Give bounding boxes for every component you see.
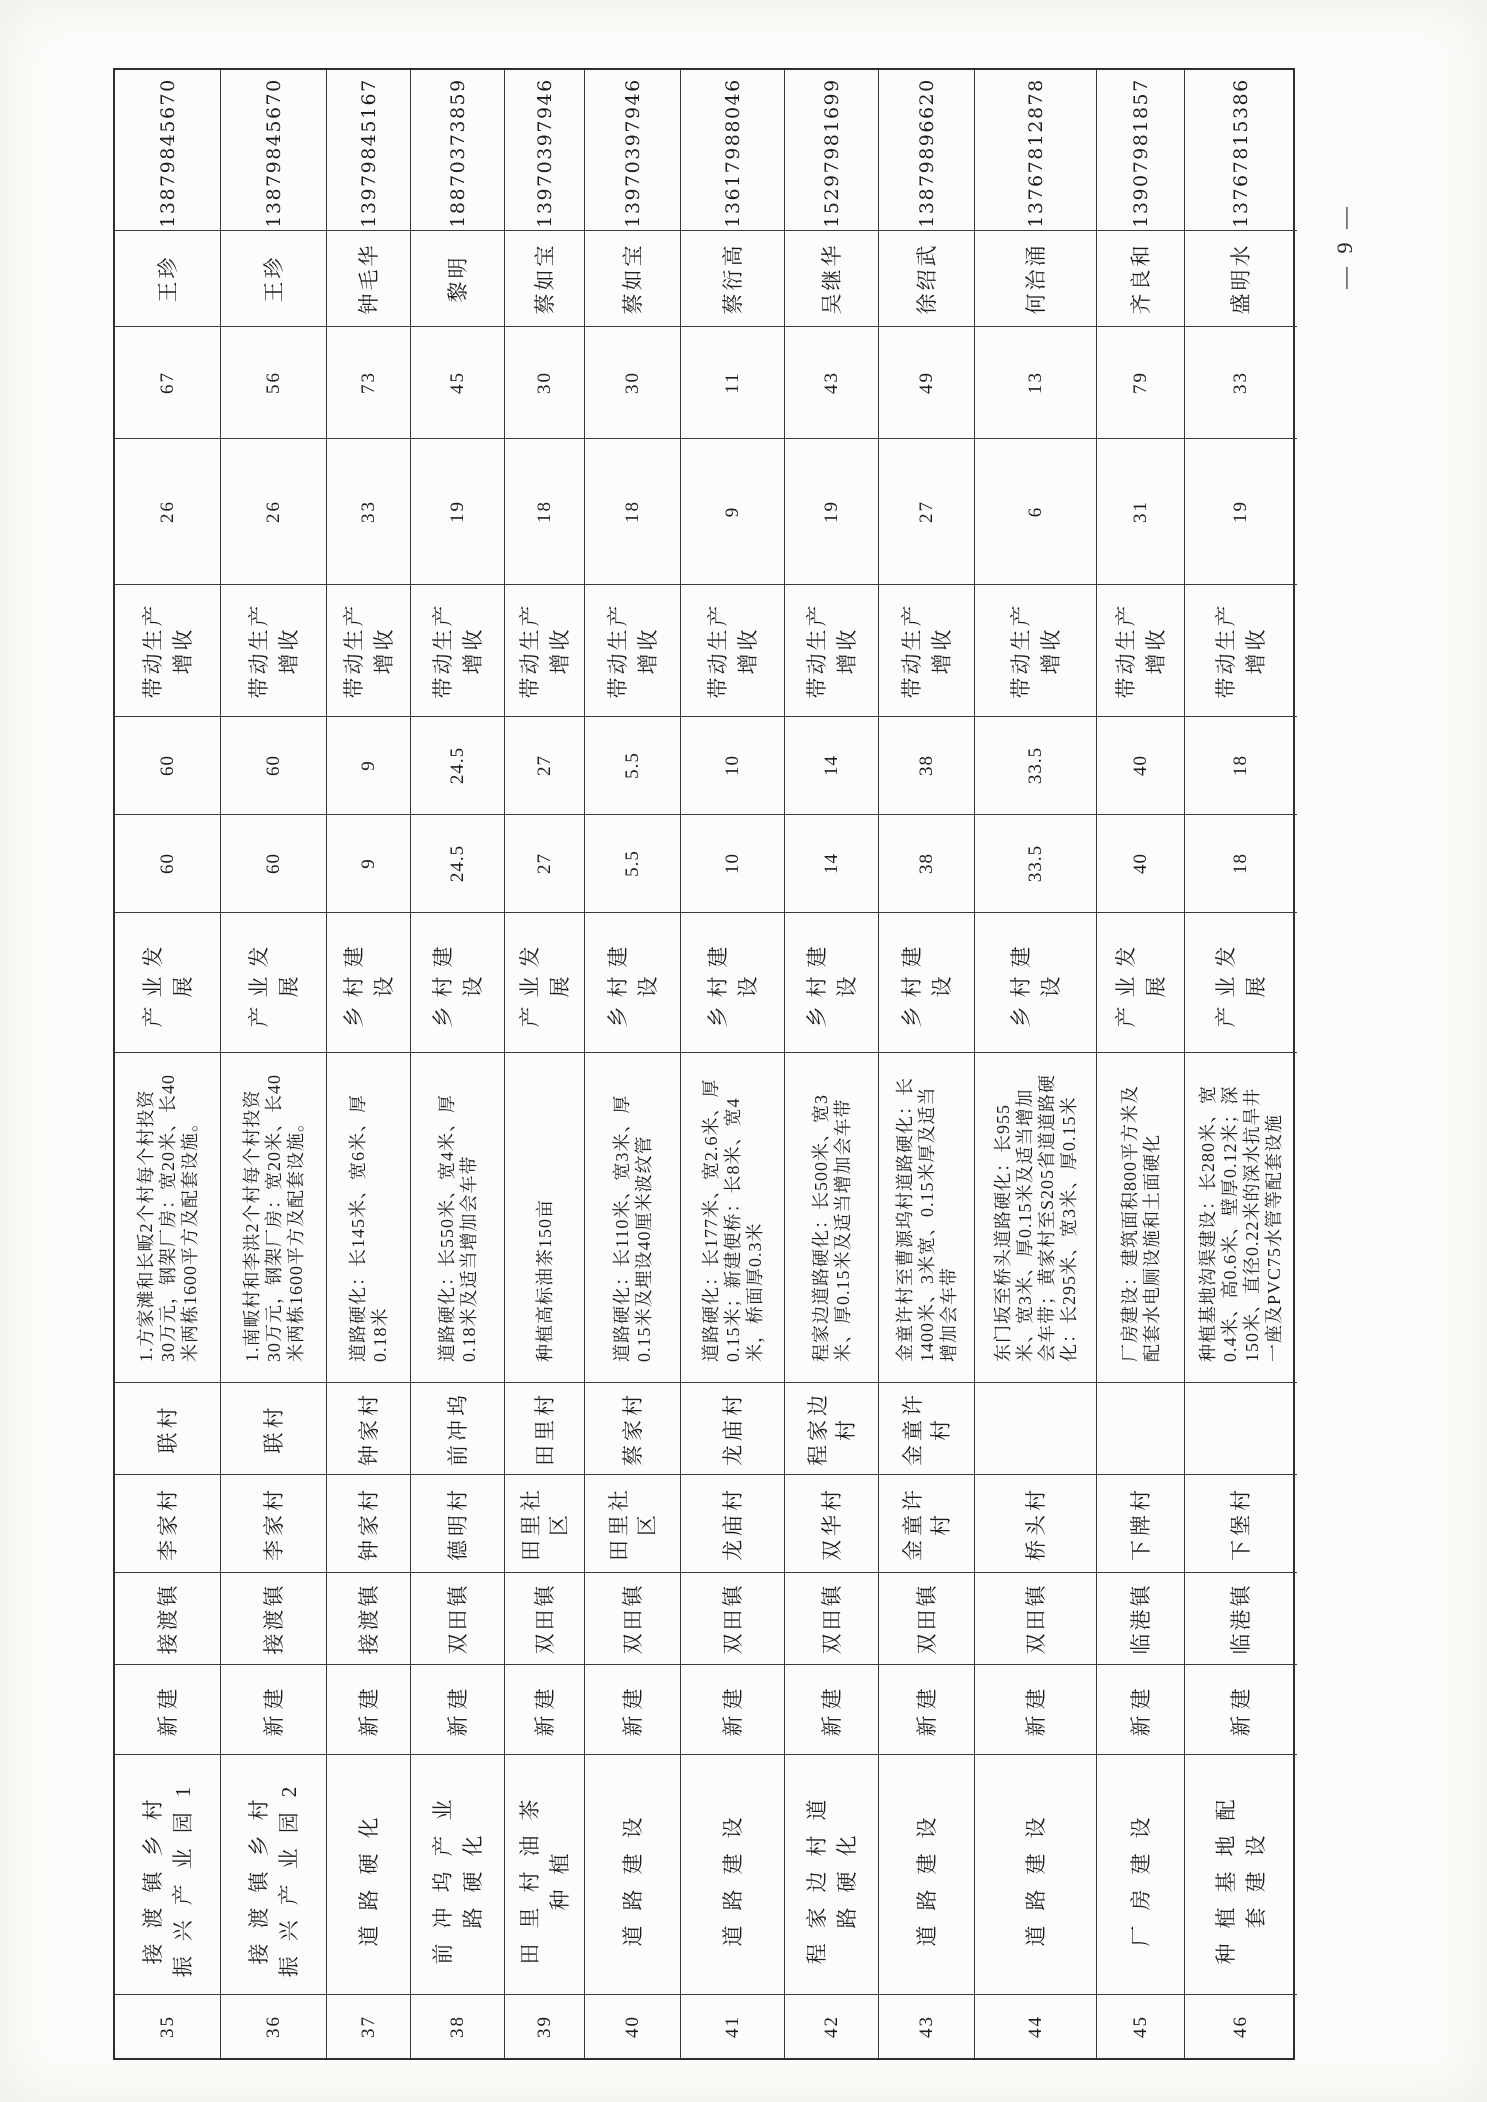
cell-village: 田里社区 (585, 1474, 680, 1572)
cell-num-people: 43 (785, 326, 878, 438)
cell-project-name: 道路建设 (585, 1754, 680, 1994)
cell-contact-name: 王珍 (221, 230, 326, 326)
cell-amount-total: 38 (879, 814, 974, 912)
cell-construction-content: 1.方家滩和长畈2个村每个村投资30万元，钢架厂房：宽20米、长40米两栋1600平方及配套设施。 (115, 1052, 220, 1382)
cell-amount-total: 60 (221, 814, 326, 912)
cell-village: 龙庙村 (681, 1474, 784, 1572)
cell-category: 产业发展 (1185, 912, 1297, 1052)
cell-phone: 13767815386 (1230, 78, 1252, 228)
cell-num-people: 30 (505, 326, 584, 438)
cell-contact-name: 王珍 (115, 230, 220, 326)
cell-build-type: 新建 (505, 1664, 584, 1754)
cell-contact-name: 齐良和 (1097, 230, 1184, 326)
cell-construction-content: 道路硬化：长177米、宽2.6米、厚0.15米；新建便桥：长8米、宽4米，桥面厚0.3米 (681, 1052, 784, 1382)
cell-num-people: 56 (221, 326, 326, 438)
cell-category: 产业发展 (115, 912, 220, 1052)
cell-construction-content: 金童许村至曹源坞村道路硬化：长1400米、3米宽、0.15米厚及适当增加会车带 (879, 1052, 974, 1382)
cell-mechanism: 带动生产增收 (115, 584, 220, 716)
cell-project-name: 接渡镇乡村振兴产业园1 (115, 1754, 220, 1994)
cell-construction-content: 道路硬化：长145米、宽6米、厚0.18米 (327, 1052, 410, 1382)
cell-town: 临港镇 (1097, 1572, 1184, 1664)
cell-mechanism: 带动生产增收 (975, 584, 1096, 716)
cell-mechanism: 带动生产增收 (681, 584, 784, 716)
cell-town: 双田镇 (785, 1572, 878, 1664)
cell-num-people: 11 (681, 326, 784, 438)
cell-joint-village: 前冲坞 (411, 1382, 504, 1474)
cell-num-households: 19 (785, 438, 878, 584)
cell-town: 接渡镇 (115, 1572, 220, 1664)
cell-mechanism: 带动生产增收 (785, 584, 878, 716)
page-number: — 9 — (1332, 203, 1357, 289)
cell-num-households: 18 (505, 438, 584, 584)
cell-num-people: 67 (115, 326, 220, 438)
cell-project-name: 种植基地配套建设 (1185, 1754, 1297, 1994)
table-row (879, 70, 975, 2058)
cell-amount-total: 18 (1185, 814, 1297, 912)
table-row (115, 70, 221, 2058)
cell-amount-fiscal: 5.5 (585, 716, 680, 814)
cell-amount-total: 40 (1097, 814, 1184, 912)
cell-seq: 39 (505, 1994, 584, 2058)
cell-amount-total: 10 (681, 814, 784, 912)
cell-phone: 13979845167 (357, 78, 380, 228)
cell-town: 双田镇 (681, 1572, 784, 1664)
cell-phone: 13617988046 (721, 78, 744, 228)
project-table (113, 68, 1295, 2060)
cell-amount-total: 9 (327, 814, 410, 912)
cell-town: 双田镇 (411, 1572, 504, 1664)
cell-phone: 13970397946 (533, 78, 556, 228)
cell-construction-content: 东门坂至桥头道路硬化：长955米、宽3米、厚0.15米及适当增加会车带；黄家村至S205省道道路硬化：长295米、宽3米、厚0.15米 (975, 1052, 1096, 1382)
cell-build-type: 新建 (879, 1664, 974, 1754)
cell-category: 乡村建设 (681, 912, 784, 1052)
cell-town: 双田镇 (585, 1572, 680, 1664)
cell-project-name: 程家边村道路硬化 (785, 1754, 878, 1994)
cell-num-people: 33 (1185, 326, 1297, 438)
cell-construction-content: 1.南畈村和李洪2个村每个村投资30万元，钢架厂房：宽20米、长40米两栋1600平方及配套设施。 (221, 1052, 326, 1382)
cell-village: 李家村 (115, 1474, 220, 1572)
cell-amount-total: 60 (115, 814, 220, 912)
cell-category: 乡村建设 (585, 912, 680, 1052)
cell-village: 双华村 (785, 1474, 878, 1572)
cell-village: 下牌村 (1097, 1474, 1184, 1572)
cell-seq: 41 (681, 1994, 784, 2058)
cell-town: 双田镇 (505, 1572, 584, 1664)
cell-num-households: 26 (115, 438, 220, 584)
cell-build-type: 新建 (327, 1664, 410, 1754)
cell-project-name: 道路建设 (879, 1754, 974, 1994)
cell-amount-total: 24.5 (411, 814, 504, 912)
cell-seq: 44 (975, 1994, 1096, 2058)
cell-contact-name: 吴继华 (785, 230, 878, 326)
cell-project-name: 前冲坞产业路硬化 (411, 1754, 504, 1994)
cell-build-type: 新建 (785, 1664, 878, 1754)
cell-seq: 46 (1185, 1994, 1297, 2058)
cell-category: 乡村建设 (879, 912, 974, 1052)
cell-village: 德明村 (411, 1474, 504, 1572)
cell-num-households: 31 (1097, 438, 1184, 584)
cell-amount-fiscal: 60 (115, 716, 220, 814)
cell-contact-name: 蔡如宝 (585, 230, 680, 326)
cell-town: 接渡镇 (327, 1572, 410, 1664)
cell-town: 临港镇 (1185, 1572, 1297, 1664)
cell-joint-village: 联村 (221, 1382, 326, 1474)
cell-construction-content: 道路硬化：长110米、宽3米、厚0.15米及埋设40厘米波纹管 (585, 1052, 680, 1382)
cell-seq: 38 (411, 1994, 504, 2058)
cell-project-name: 田里村油茶种植 (505, 1754, 584, 1994)
cell-construction-content: 程家边道路硬化：长500米、宽3米、厚0.15米及适当增加会车带 (785, 1052, 878, 1382)
cell-seq: 43 (879, 1994, 974, 2058)
cell-amount-fiscal: 40 (1097, 716, 1184, 814)
cell-joint-village (975, 1382, 1096, 1474)
cell-build-type: 新建 (411, 1664, 504, 1754)
cell-category: 产业发展 (221, 912, 326, 1052)
cell-build-type: 新建 (221, 1664, 326, 1754)
cell-num-households: 33 (327, 438, 410, 584)
cell-joint-village: 钟家村 (327, 1382, 410, 1474)
cell-num-households: 19 (411, 438, 504, 584)
cell-category: 乡村建设 (975, 912, 1096, 1052)
cell-contact-name: 徐绍武 (879, 230, 974, 326)
table-row (681, 70, 785, 2058)
cell-num-people: 79 (1097, 326, 1184, 438)
cell-mechanism: 带动生产增收 (1185, 584, 1297, 716)
cell-mechanism: 带动生产增收 (879, 584, 974, 716)
cell-construction-content: 种植高标油茶150亩 (505, 1052, 584, 1382)
cell-build-type: 新建 (681, 1664, 784, 1754)
cell-construction-content: 厂房建设：建筑面积800平方米及配套水电厕设施和土面硬化 (1097, 1052, 1184, 1382)
cell-category: 产业发展 (1097, 912, 1184, 1052)
cell-build-type: 新建 (1185, 1664, 1297, 1754)
cell-num-people: 49 (879, 326, 974, 438)
cell-num-households: 26 (221, 438, 326, 584)
cell-village: 钟家村 (327, 1474, 410, 1572)
cell-contact-name: 蔡衍高 (681, 230, 784, 326)
cell-village: 李家村 (221, 1474, 326, 1572)
cell-amount-fiscal: 18 (1185, 716, 1297, 814)
cell-project-name: 道路建设 (975, 1754, 1096, 1994)
cell-num-people: 30 (585, 326, 680, 438)
cell-amount-fiscal: 14 (785, 716, 878, 814)
table-row (221, 70, 327, 2058)
cell-joint-village (1185, 1382, 1297, 1474)
cell-phone: 13879845670 (262, 78, 285, 228)
cell-mechanism: 带动生产增收 (327, 584, 410, 716)
cell-seq: 40 (585, 1994, 680, 2058)
cell-amount-fiscal: 27 (505, 716, 584, 814)
cell-category: 乡村建设 (411, 912, 504, 1052)
cell-town: 接渡镇 (221, 1572, 326, 1664)
cell-joint-village: 蔡家村 (585, 1382, 680, 1474)
cell-village: 下堡村 (1185, 1474, 1297, 1572)
cell-category: 产业发展 (505, 912, 584, 1052)
cell-phone: 13879896620 (915, 78, 938, 228)
cell-project-name: 道路建设 (681, 1754, 784, 1994)
cell-seq: 35 (115, 1994, 220, 2058)
cell-project-name: 道路硬化 (327, 1754, 410, 1994)
cell-village: 田里社区 (505, 1474, 584, 1572)
cell-amount-total: 14 (785, 814, 878, 912)
cell-joint-village (1097, 1382, 1184, 1474)
cell-seq: 36 (221, 1994, 326, 2058)
cell-contact-name: 盛明水 (1185, 230, 1297, 326)
table-row (1185, 70, 1297, 2058)
table-row (585, 70, 681, 2058)
cell-amount-fiscal: 10 (681, 716, 784, 814)
cell-build-type: 新建 (585, 1664, 680, 1754)
cell-joint-village: 龙庙村 (681, 1382, 784, 1474)
cell-contact-name: 蔡如宝 (505, 230, 584, 326)
cell-build-type: 新建 (1097, 1664, 1184, 1754)
table-row (975, 70, 1097, 2058)
cell-category: 乡村建设 (785, 912, 878, 1052)
cell-joint-village: 程家边村 (785, 1382, 878, 1474)
cell-build-type: 新建 (975, 1664, 1096, 1754)
cell-amount-fiscal: 60 (221, 716, 326, 814)
cell-num-households: 18 (585, 438, 680, 584)
cell-category: 乡村建设 (327, 912, 410, 1052)
cell-amount-fiscal: 38 (879, 716, 974, 814)
cell-seq: 37 (327, 1994, 410, 2058)
cell-phone: 13907981857 (1129, 78, 1152, 228)
cell-seq: 45 (1097, 1994, 1184, 2058)
cell-num-people: 45 (411, 326, 504, 438)
cell-joint-village: 金童许村 (879, 1382, 974, 1474)
cell-num-households: 9 (681, 438, 784, 584)
cell-joint-village: 田里村 (505, 1382, 584, 1474)
cell-build-type: 新建 (115, 1664, 220, 1754)
cell-project-name: 厂房建设 (1097, 1754, 1184, 1994)
cell-amount-total: 5.5 (585, 814, 680, 912)
cell-project-name: 接渡镇乡村振兴产业园2 (221, 1754, 326, 1994)
table-row (505, 70, 585, 2058)
cell-phone: 15297981699 (820, 78, 843, 228)
cell-mechanism: 带动生产增收 (411, 584, 504, 716)
cell-village: 桥头村 (975, 1474, 1096, 1572)
cell-construction-content: 种植基地沟渠建设：长280米、宽0.4米、高0.6米、壁厚0.12米；深150米、直径0.22米的深水抗旱井一座及PVC75水管等配套设施 (1185, 1052, 1297, 1382)
cell-amount-fiscal: 33.5 (975, 716, 1096, 814)
cell-seq: 42 (785, 1994, 878, 2058)
table-row (785, 70, 879, 2058)
cell-amount-total: 27 (505, 814, 584, 912)
cell-amount-total: 33.5 (975, 814, 1096, 912)
cell-mechanism: 带动生产增收 (585, 584, 680, 716)
cell-num-people: 73 (327, 326, 410, 438)
cell-construction-content: 道路硬化：长550米、宽4米、厚0.18米及适当增加会车带 (411, 1052, 504, 1382)
cell-town: 双田镇 (975, 1572, 1096, 1664)
cell-phone: 13970397946 (621, 78, 644, 228)
cell-num-people: 13 (975, 326, 1096, 438)
cell-contact-name: 黎明 (411, 230, 504, 326)
table-row (327, 70, 411, 2058)
cell-phone: 18870373859 (446, 78, 469, 228)
cell-amount-fiscal: 9 (327, 716, 410, 814)
cell-joint-village: 联村 (115, 1382, 220, 1474)
cell-mechanism: 带动生产增收 (505, 584, 584, 716)
cell-num-households: 27 (879, 438, 974, 584)
cell-phone: 13767812878 (1024, 78, 1047, 228)
table-row (1097, 70, 1185, 2058)
table-row (411, 70, 505, 2058)
cell-mechanism: 带动生产增收 (1097, 584, 1184, 716)
cell-mechanism: 带动生产增收 (221, 584, 326, 716)
cell-town: 双田镇 (879, 1572, 974, 1664)
cell-village: 金童许村 (879, 1474, 974, 1572)
cell-amount-fiscal: 24.5 (411, 716, 504, 814)
cell-contact-name: 钟毛华 (327, 230, 410, 326)
cell-contact-name: 何治涌 (975, 230, 1096, 326)
cell-phone: 13879845670 (156, 78, 179, 228)
cell-num-households: 6 (975, 438, 1096, 584)
cell-num-households: 19 (1185, 438, 1297, 584)
